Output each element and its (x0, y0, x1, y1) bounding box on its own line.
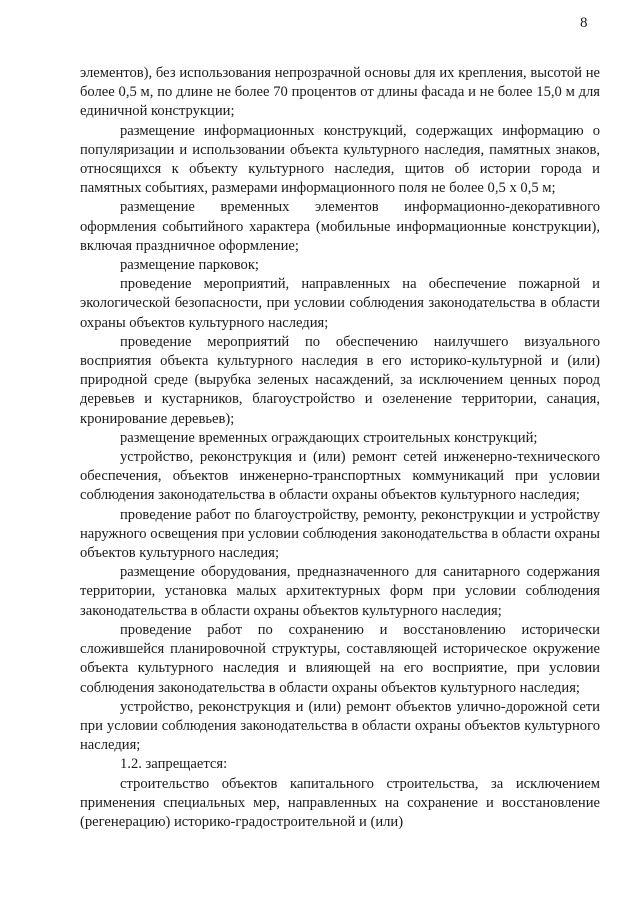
paragraph: проведение мероприятий по обеспечению наилучшего визуального восприятия объекта культурного наследия в его историко-культурной и (или) природной среде (вырубка зеленых насаждений, за исключением ценных пород деревьев и кустарников, благоустройство и озеленение территории, санация, кронирование деревьев); (80, 333, 600, 427)
paragraph: устройство, реконструкция и (или) ремонт сетей инженерно-технического обеспечения, объектов инженерно-транспортных коммуникаций при условии соблюдения законодательства в области охраны объектов культурного наследия; (80, 449, 600, 504)
paragraph: элементов), без использования непрозрачной основы для их крепления, высотой не более 0,5 м, по длине не более 70 процентов от длины фасада и не более 15,0 м для единичной конструкции; (80, 65, 600, 120)
page-number: 8 (580, 15, 588, 31)
section-heading: 1.2. запрещается: (120, 756, 228, 773)
paragraph: проведение работ по сохранению и восстановлению исторически сложившейся планировочной структуры, составляющей историческое окружение объекта культурного наследия и влияющей на его восприятие, при условии соблюдения законодательства в области охраны объектов культурного наследия; (80, 621, 600, 696)
document-body (80, 64, 600, 832)
paragraph: размещение временных ограждающих строительных конструкций; (120, 429, 538, 446)
paragraph: строительство объектов капитального строительства, за исключением применения специальных мер, направленных на сохранение и восстановление (регенерацию) историко-градостроительной и (или) (80, 775, 600, 830)
paragraph: размещение оборудования, предназначенного для санитарного содержания территории, установка малых архитектурных форм при условии соблюдения законодательства в области охраны объектов культурного наследия; (80, 564, 600, 619)
paragraph: проведение мероприятий, направленных на обеспечение пожарной и экологической безопасности, при условии соблюдения законодательства в области охраны объектов культурного наследия; (80, 276, 600, 331)
paragraph: устройство, реконструкция и (или) ремонт объектов улично-дорожной сети при условии соблюдения законодательства в области охраны объектов культурного наследия; (80, 698, 600, 754)
paragraph: размещение парковок; (120, 257, 259, 274)
paragraph: размещение временных элементов информационно-декоративного оформления событийного характера (мобильные информационные конструкции), включая праздничное оформление; (80, 199, 600, 254)
paragraph: проведение работ по благоустройству, ремонту, реконструкции и устройству наружного освещения при условии соблюдения законодательства в области охраны объектов культурного наследия; (80, 506, 600, 562)
paragraph: размещение информационных конструкций, содержащих информацию о популяризации и использовании объекта культурного наследия, памятных знаков, относящихся к объекту культурного наследия, щитов об истории города и памятных событиях, размерами информационного поля не более 0,5 х 0,5 м; (80, 122, 600, 197)
